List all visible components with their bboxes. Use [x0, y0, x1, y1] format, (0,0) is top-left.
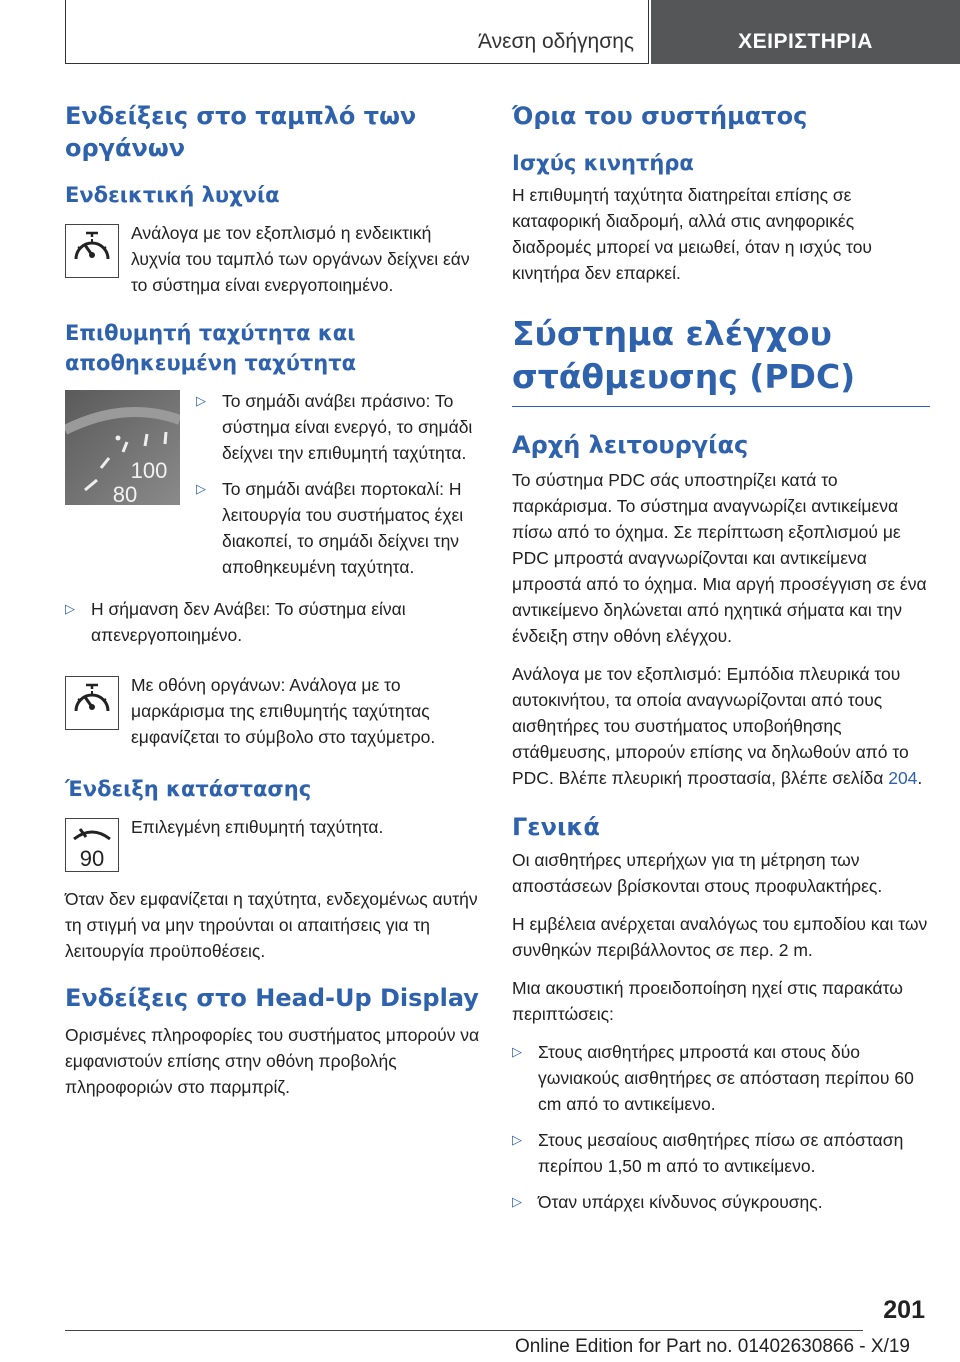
warning-bullet-1-text: Στους αισθητήρες μπροστά και στους δύο γωνιακούς αισθητήρες σε απόσταση περίπου 60 cm από το αντικείμενο.: [538, 1042, 914, 1114]
general-paragraph-2: Η εμβέλεια ανέρχεται αναλόγως του εμποδίου και των συνθηκών περιβάλλοντος σε περ. 2 m.: [512, 914, 928, 960]
display-row: [65, 672, 480, 750]
header-chapter-box: [651, 0, 960, 64]
heading-pdc: Σύστημα ελέγχου στάθμευσης (PDC): [512, 312, 930, 407]
bullet-triangle-icon: ▷: [196, 481, 206, 496]
page-link-204[interactable]: 204: [888, 768, 918, 788]
warning-bullet-3: [512, 1189, 930, 1215]
heading-indicator-lamp: Ενδεικτική λυχνία: [65, 183, 280, 207]
header-chapter-title: ΧΕΙΡΙΣΤΗΡΙΑ: [738, 30, 873, 53]
header-section-title: Άνεση οδήγησης: [478, 30, 634, 53]
page-number: 201: [883, 1296, 925, 1324]
right-column: [512, 100, 930, 1225]
principle-paragraph-2-text: Ανάλογα με τον εξοπλισμό: Εμπόδια πλευρικά του αυτοκινήτου, τα οποία αναγνωρίζονται από τους αισθητήρες του συστήματος υποβοήθησης στάθμευσης, μπορούν επίσης να δηλωθούν από το PDC. Βλέπε πλευρική προστασία, βλέπε σελίδα: [512, 664, 909, 788]
heading-desired-speed: Επιθυμητή ταχύτητα και αποθηκευμένη ταχύτητα: [65, 321, 357, 375]
general-paragraph-3: Μια ακουστική προειδοποίηση ηχεί στις παρακάτω περιπτώσεις:: [512, 978, 903, 1024]
photo-bullets: [196, 388, 480, 590]
bullet-off-text: Η σήμανση δεν Ανάβει: Το σύστημα είναι απενεργοποιημένο.: [91, 599, 406, 645]
desired-speed-icon: [65, 818, 119, 872]
principle-paragraph-1: Το σύστημα PDC σάς υποστηρίζει κατά το παρκάρισμα. Το σύστημα αναγνωρίζει αντικείμενα πίσω από το όχημα. Σε περίπτωση εξοπλισμού με PDC μπροστά αναγνωρίζονται και αντικείμενα μπροστά από το όχημα. Μια αργή προσέγγιση σε ένα αντικείμενο δηλώνεται από ηχητικά σήματα και την ένδειξη στην οθόνη ελέγχου.: [512, 470, 927, 646]
warning-bullet-2-text: Στους μεσαίους αισθητήρες πίσω σε απόσταση περίπου 1,50 m από το αντικείμενο.: [538, 1130, 904, 1176]
bullet-green-text: Το σημάδι ανάβει πράσινο: Το σύστημα είναι ενεργό, το σημάδι δείχνει την επιθυμητή ταχύτητα.: [222, 391, 473, 463]
indicator-row: [65, 220, 480, 298]
speedometer-icon: [65, 224, 119, 278]
heading-head-up-display: Ενδείξεις στο Head-Up Display: [65, 984, 479, 1012]
heading-engine-power: Ισχύς κινητήρα: [512, 151, 694, 175]
speedometer-icon: [65, 676, 119, 730]
header-section-box: [65, 0, 649, 64]
heading-instrument-indicators: Ενδείξεις στο ταμπλό των οργάνων: [65, 102, 417, 162]
principle-paragraph-2: [512, 661, 930, 791]
principle-paragraph-2-end: .: [917, 768, 923, 788]
bullet-triangle-icon: ▷: [196, 393, 206, 408]
heading-general: Γενικά: [512, 813, 600, 841]
warning-bullet-2: [512, 1127, 930, 1179]
power-paragraph: Η επιθυμητή ταχύτητα διατηρείται επίσης σε καταφορική διαδρομή, αλλά στις ανηφορικές διαδρομές μπορεί να μειωθεί, όταν η ισχύς του κινητήρα δεν επαρκεί.: [512, 185, 872, 283]
bullet-triangle-icon: ▷: [65, 601, 75, 616]
hud-paragraph: Ορισμένες πληροφορίες του συστήματος μπορούν να εμφανιστούν επίσης στην οθόνη προβολής πληροφοριών στο παρμπρίζ.: [65, 1025, 480, 1097]
speedo-number-100: 100: [130, 458, 168, 483]
heading-status-display: Ένδειξη κατάστασης: [65, 777, 312, 801]
heading-system-limits: Όρια του συστήματος: [512, 102, 808, 130]
bullet-green: [196, 388, 480, 466]
speedometer-photo: [65, 390, 180, 505]
heading-principle: Αρχή λειτουργίας: [512, 431, 749, 459]
status-paragraph: Όταν δεν εμφανίζεται η ταχύτητα, ενδεχομένως αυτήν τη στιγμή να μην τηρούνται οι απαιτήσεις για τη λειτουργία προϋποθέσεις.: [65, 889, 478, 961]
indicator-description: Ανάλογα με τον εξοπλισμό η ενδεικτική λυχνία του ταμπλό των οργάνων δείχνει εάν το σύστημα είναι ενεργοποιημένο.: [131, 223, 470, 295]
bullet-off: [65, 596, 480, 648]
bullet-triangle-icon: ▷: [512, 1044, 522, 1059]
status-row: [65, 814, 480, 872]
speedometer-photo-row: [65, 388, 480, 590]
warning-bullet-3-text: Όταν υπάρχει κίνδυνος σύγκρουσης.: [538, 1192, 823, 1212]
status-number: 90: [79, 846, 105, 871]
left-column: [65, 100, 480, 1112]
bullet-triangle-icon: ▷: [512, 1132, 522, 1147]
general-paragraph-1: Οι αισθητήρες υπερήχων για τη μέτρηση των αποστάσεων βρίσκονται στους προφυλακτήρες.: [512, 850, 883, 896]
bullet-orange: [196, 476, 480, 580]
bullet-orange-text: Το σημάδι ανάβει πορτοκαλί: Η λειτουργία του συστήματος έχει διακοπεί, το σημάδι δείχνει την αποθηκευμένη ταχύτητα.: [222, 479, 464, 577]
speedo-number-80: 80: [112, 482, 138, 505]
footer-divider: [65, 1330, 863, 1331]
bullet-triangle-icon: ▷: [512, 1194, 522, 1209]
edition-note: Online Edition for Part no. 01402630866 - X/19: [514, 1336, 910, 1357]
status-description: Επιλεγμένη επιθυμητή ταχύτητα.: [131, 817, 384, 837]
display-description: Με οθόνη οργάνων: Ανάλογα με το μαρκάρισμα της επιθυμητής ταχύτητας εμφανίζεται το σύμβολο στο ταχύμετρο.: [131, 675, 436, 747]
warning-bullet-1: [512, 1039, 930, 1117]
